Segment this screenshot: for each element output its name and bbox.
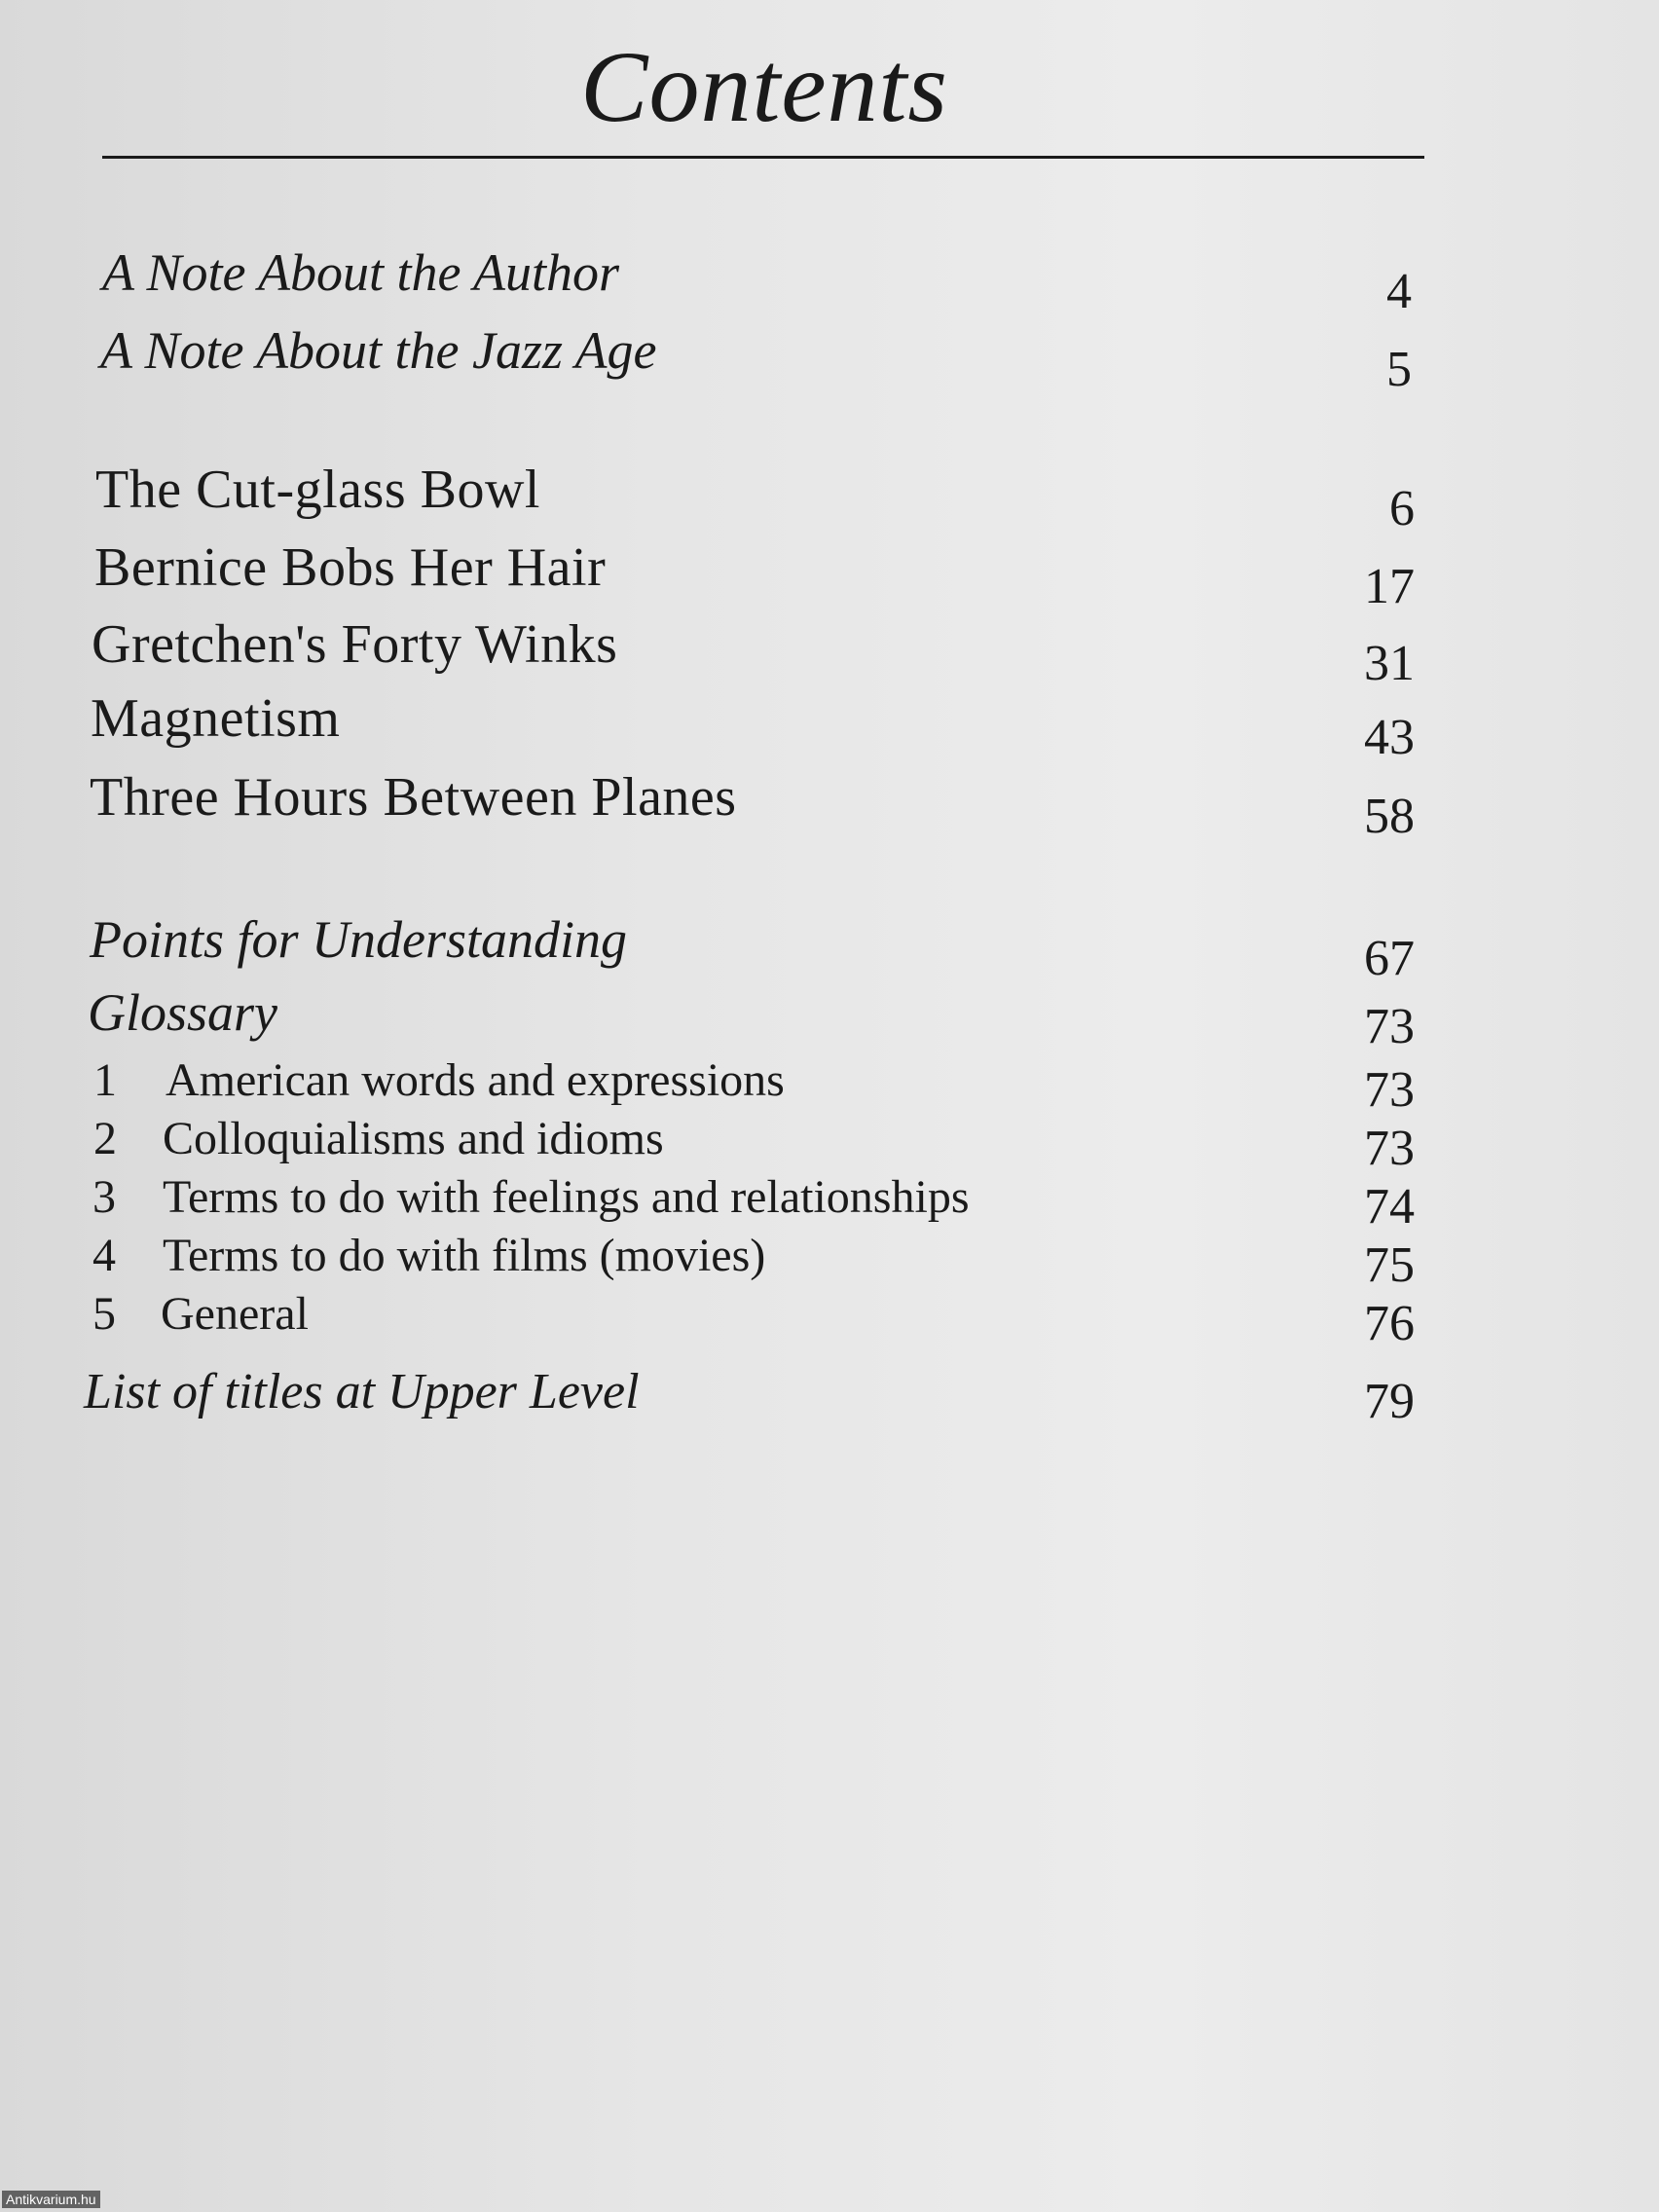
toc-entry-page: 58 [1364,789,1415,844]
toc-entry-page: 17 [1364,559,1415,614]
toc-glossary-item[interactable] [0,1280,1421,1351]
toc-entry-page: 5 [1386,342,1412,397]
toc-entry-story[interactable] [0,534,1421,614]
toc-entry-page: 75 [1364,1237,1415,1293]
toc-entry-label: Glossary [88,983,278,1042]
toc-entry-label: Terms to do with feelings and relationships [163,1171,970,1223]
toc-entry-label: The Cut-glass Bowl [95,460,540,520]
glossary-item-index: 5 [92,1288,116,1340]
toc-entry-glossary[interactable] [0,978,1421,1054]
toc-entry-jazz-age-note[interactable] [0,316,1421,397]
watermark: Antikvarium.hu [2,2191,100,2208]
toc-entry-label: Bernice Bobs Her Hair [94,537,607,598]
toc-entry-story[interactable] [0,610,1421,691]
toc-entry-page: 67 [1364,931,1415,986]
toc-entry-page: 76 [1364,1296,1415,1351]
glossary-item-index: 3 [92,1171,116,1223]
toc-entry-label: A Note About the Jazz Age [100,321,657,380]
toc-entry-page: 31 [1364,636,1415,691]
toc-entry-author-note[interactable] [0,239,1421,319]
toc-entry-page: 79 [1364,1374,1415,1429]
toc-entry-label: American words and expressions [166,1054,785,1106]
toc-entry-label: Magnetism [91,688,341,749]
toc-entry-points-for-understanding[interactable] [0,905,1421,986]
toc-entry-list-of-titles[interactable] [0,1358,1421,1429]
toc-entry-label: List of titles at Upper Level [84,1364,640,1419]
toc-entry-label: Gretchen's Forty Winks [92,614,618,675]
toc-entry-label: Terms to do with films (movies) [163,1230,766,1281]
toc-entry-story[interactable] [0,684,1421,765]
toc-entry-page: 73 [1364,999,1415,1054]
toc-entry-page: 6 [1389,481,1415,536]
toc-entry-label: Colloquialisms and idioms [163,1113,664,1164]
toc-entry-label: A Note About the Author [102,243,620,302]
glossary-item-index: 2 [93,1113,117,1164]
toc-entry-page: 43 [1364,710,1415,765]
glossary-item-index: 1 [93,1054,117,1106]
toc-entry-page: 73 [1364,1062,1415,1118]
title-rule [102,156,1424,159]
glossary-item-index: 4 [92,1230,116,1281]
toc-entry-story[interactable] [0,456,1421,536]
toc-entry-story[interactable] [0,763,1421,844]
toc-entry-page: 74 [1364,1179,1415,1235]
toc-entry-label: Points for Understanding [90,910,628,969]
toc-entry-label: Three Hours Between Planes [90,767,737,828]
toc-entry-page: 73 [1364,1121,1415,1176]
page-title: Contents [580,31,948,143]
toc-entry-page: 4 [1386,264,1412,319]
toc-entry-label: General [161,1288,309,1340]
